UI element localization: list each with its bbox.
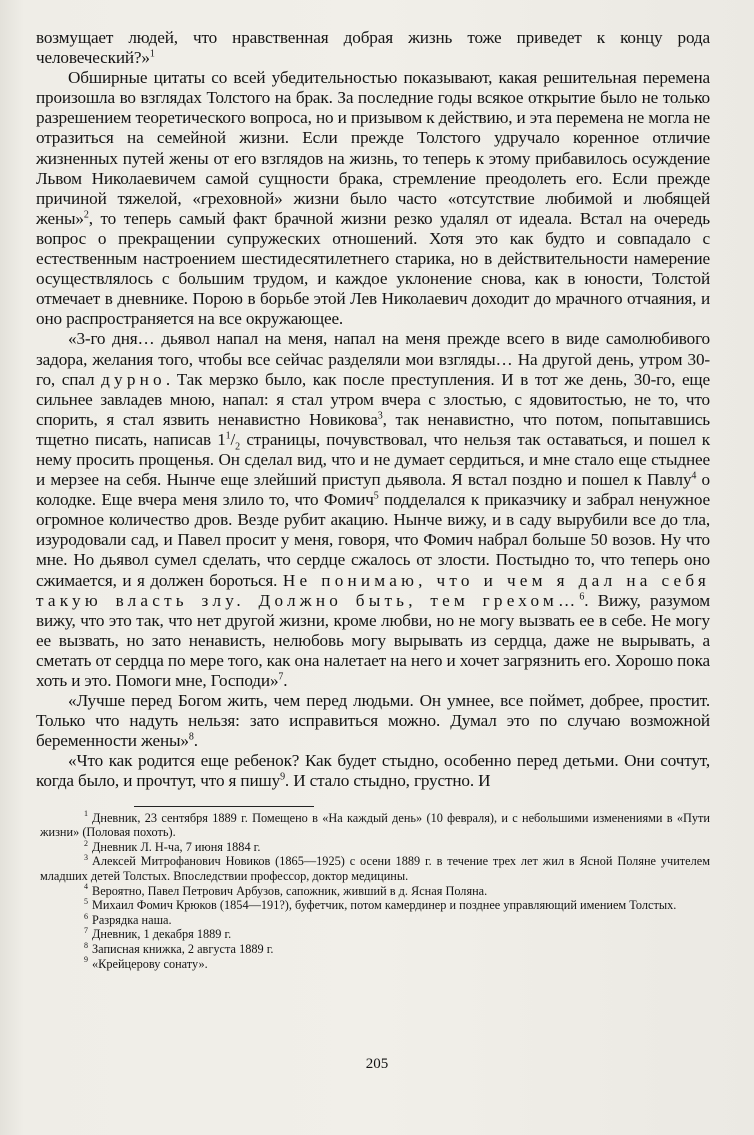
- footnote-ref-9: 9: [280, 771, 285, 783]
- footnote-ref-3: 3: [377, 410, 383, 422]
- footnote-2: $^2$ Дневник Л. Н-ча, 7 июня 1884 г.: [84, 838, 261, 854]
- footnotes: [36, 811, 710, 972]
- footnote-8: $^8$ Записная книжка, 2 августа 1889 г.: [84, 940, 274, 956]
- footnote-ref-7: 7: [278, 671, 284, 683]
- footnote-3: $^3$ Алексей Митрофанович Новиков (1865—1925) с осени 1889 г. в течение трех лет жил в Ясной Поляне учителем младших детей Толстых. Впоследствии профессор, доктор медицины.: [40, 853, 710, 883]
- page-number: 205: [365, 1056, 389, 1072]
- footnote-ref-6: 6: [579, 590, 585, 602]
- footnote-ref-4: 4: [691, 470, 697, 482]
- paragraph-5: «Что как родится еще ребенок? Как будет стыдно, особенно перед детьми. Они сочтут, когда было, и прочтут, что я пишу$^9$. И стало стыдно, грустно. И: [36, 751, 710, 791]
- footnote-ref-2: 2: [83, 209, 89, 221]
- footnote-7: $^7$ Дневник, 1 декабря 1889 г.: [84, 926, 232, 942]
- spaced-emphasis: Не понимаю, что и чем я дал на себя такую власть злу. Должно быть, тем грехом…: [36, 570, 710, 610]
- footnote-ref-1: 1: [149, 48, 155, 60]
- footnote-6: $^6$ Разрядка наша.: [84, 911, 172, 927]
- footnote-9: $^9$ «Крейцерову сонату».: [84, 955, 208, 971]
- footnote-1: $^1$ Дневник, 23 сентября 1889 г. Помещено в «На каждый день» (10 февраля), и с небольшими изменениями в «Пути жизни» (Половая похоть).: [40, 809, 710, 840]
- fraction-denominator: 2: [235, 441, 241, 453]
- spaced-emphasis: дурно: [101, 369, 166, 389]
- paragraph-3: «3-го дня… дьявол напал на меня, напал на меня прежде всего в виде самолюбивого задора, желания того, чтобы все сейчас разделяли мои взгляды… На другой день, утром 30-го, спал дурно. Так мерзко было, как после преступления. И в тот же день, 30-го, еще сильнее завладев мною, напал: я стал утром вчера с злостью, с ядовитостью, не то, что спорить, я стал язвить ненавистно Новикова$^3$, так ненавистно, что потом, попытавшись тщетно писать, написав $1^1/_2$ страницы, почувствовал, что нельзя так оставаться, и пошел к нему просить прощенья. Он сделал вид, что и не думает сердиться, и мне стало еще стыднее и мерзее на себя. Нынче еще злейший приступ дьявола. Я встал поздно и пошел к Павлу$^4$ о колодке. Еще вчера меня злило то, что Фомич$^5$ подделался к приказчику и забрал ненужное огромное количество дров. Везде рубит акацию. Нынче вижу, и в саду вырубили все до тла, изуродовали сад, и Павел просит у меня, говоря, что Фомич набрал больше 50 возов. Ну что мне. Но дьявол сумел сделать, что сердце сжалось от злости. Постыдно то, что теперь оно сжимается, и я должен бороться. Не понимаю, что и чем я дал на себя такую власть злу. Должно быть, тем грехом…$^6$. Вижу, разумом вижу, что это так, что нет другой жизни, кроме любви, но не могу вызвать ее в себе. Не могу ее вызвать, но зато ненависть, нелюбовь могу вырывать из сердца, даже не вырывать, а сметать от сердца по мере того, как она налетает на него и хочет загрязнить его. Хорошо пока хоть и это. Помоги мне, Господи»$^7$.: [36, 329, 710, 690]
- footnote-4: $^4$ Вероятно, Павел Петрович Арбузов, сапожник, живший в д. Ясная Поляна.: [84, 882, 488, 898]
- footnote-divider: [134, 806, 314, 807]
- paragraph-4: «Лучше перед Богом жить, чем перед людьми. Он умнее, все поймет, добрее, простит. Только что надуть нельзя: зато исправиться можно. Думал это по случаю возможной беременности жены»$^8$.: [36, 691, 710, 751]
- paragraph-2: Обширные цитаты со всей убедительностью показывают, какая решительная перемена произошла во взглядах Толстого на брак. За последние годы всякое открытие было не только разрешением теоретического вопроса, но и призывом к действию, и эта перемена не могла не отразиться на семейной жизни. Если прежде Толстого удручало коренное отличие жизненных путей жены от его взглядов на жизнь, то теперь к этому прибавилось осуждение Львом Николаевичем самой сущности брака, стремление преодолеть его. Если прежде причиной тяжелой, «греховной» жизни было часто «отсутствие любимой и любящей жены»$^2$, то теперь самый факт брачной жизни резко удалял от идеала. Встал на очередь вопрос о прекращении супружеских отношений. Хотя это как будто и совпадало с естественным настроением шестидесятилетнего старика, но в действительности намерение осуществлялось с большим трудом, и каждое уклонение снова, как в юности, Толстой отмечает в дневнике. Порою в борьбе этой Лев Николаевич доходит до мрачного отчаяния, и оно распространяется на все окружающее.: [36, 68, 710, 329]
- footnote-ref-5: 5: [373, 490, 379, 502]
- fraction-numerator: 1: [225, 430, 231, 442]
- footnote-5: $^5$ Михаил Фомич Крюков (1854—191?), буфетчик, потом камердинер и позднее управляющий имением Толстых.: [84, 897, 677, 913]
- footnote-ref-8: 8: [188, 731, 194, 743]
- paragraph-1: возмущает людей, что нравственная добрая жизнь тоже приведет к концу рода человеческий?»$^1$: [36, 28, 710, 68]
- main-text: [36, 28, 710, 792]
